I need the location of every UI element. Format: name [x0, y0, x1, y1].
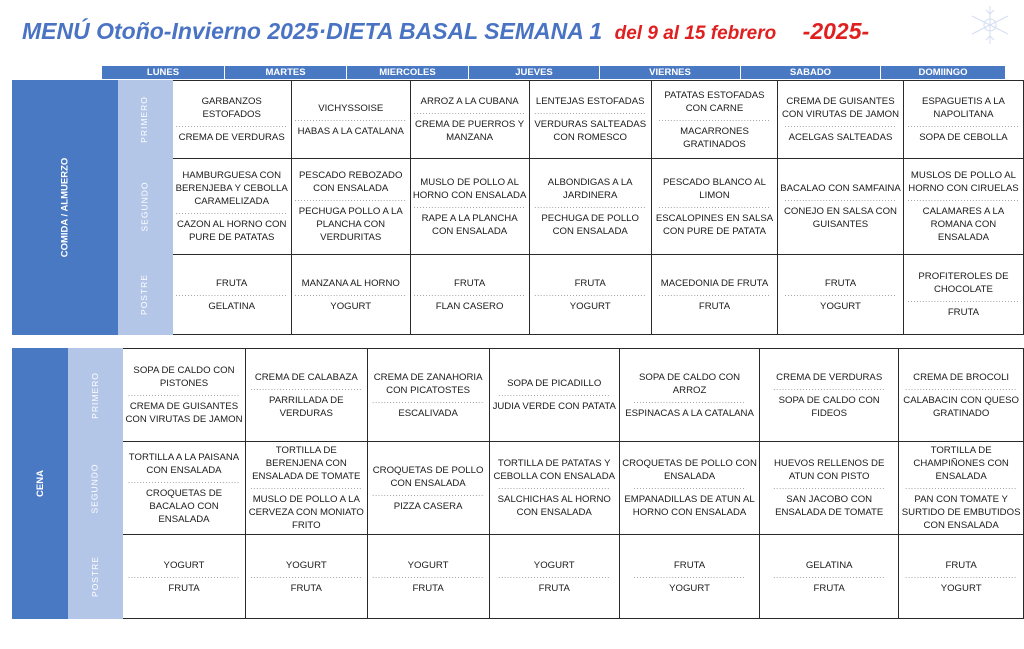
dinner-menu-table — [12, 348, 1024, 619]
dotted-separator: ...................................... — [658, 115, 771, 123]
dish-option-1: CROQUETAS DE POLLO CON ENSALADA — [372, 464, 484, 489]
dish-option-1: TORTILLA DE BERENJENA CON ENSALADA DE TOMATE — [252, 445, 361, 482]
dish-option-2: HABAS A LA CATALANA — [297, 125, 404, 137]
dotted-separator: ...................................... — [413, 202, 526, 210]
dish-option-2: SAN JACOBO CON ENSALADA DE TOMATE — [775, 494, 884, 518]
menu-cell — [410, 81, 529, 159]
menu-cell — [172, 81, 291, 159]
dotted-separator: ...................................... — [175, 122, 288, 129]
dish-option-1: YOGURT — [163, 559, 205, 571]
menu-cell — [778, 159, 904, 255]
course-row-segundo — [13, 159, 1024, 255]
dotted-separator: ...................................... — [294, 290, 407, 298]
dotted-separator: ...................................... — [905, 384, 1018, 392]
dotted-separator: ...................................... — [534, 290, 647, 298]
dotted-separator: ...................................... — [128, 572, 240, 580]
menu-cell — [903, 159, 1023, 255]
dish-option-1: LENTEJAS ESTOFADAS — [535, 96, 645, 107]
dish-option-2: CREMA DE GUISANTES CON VIRUTAS DE JAMON — [125, 401, 243, 425]
dotted-separator: ...................................... — [907, 196, 1020, 203]
menu-cell — [367, 442, 489, 535]
menu-cell — [899, 535, 1024, 619]
menu-cell — [291, 159, 410, 255]
dish-option-2: FRUTA — [947, 307, 980, 318]
dish-option-1: CROQUETAS DE POLLO CON ENSALADA — [622, 458, 757, 482]
dotted-separator: ...................................... — [784, 196, 897, 203]
day-header-sabado: SABADO — [741, 66, 881, 79]
dish-option-2: VERDURAS SALTEADAS CON ROMESCO — [534, 119, 647, 143]
meal-label-text: COMIDA / ALMUERZO — [59, 157, 71, 258]
dish-option-2: YOGURT — [820, 300, 861, 312]
dish-option-1: CREMA DE CALABAZA — [254, 371, 358, 383]
dotted-separator: ...................................... — [534, 202, 647, 210]
dish-option-1: GELATINA — [805, 559, 853, 571]
dish-option-2: PAN CON TOMATE Y SURTIDO DE EMBUTIDOS CON ENSALADA — [901, 494, 1021, 531]
menu-cell — [778, 255, 904, 335]
menu-cell — [291, 81, 410, 159]
menu-cell — [903, 81, 1023, 159]
dish-option-2: SALCHICHAS AL HORNO CON ENSALADA — [497, 494, 611, 518]
menu-cell — [529, 159, 651, 255]
dotted-separator: ...................................... — [498, 572, 611, 580]
dish-option-1: SOPA DE CALDO CON PISTONES — [133, 365, 235, 389]
menu-cell — [619, 349, 759, 442]
menu-cell — [367, 349, 489, 442]
menu-date-range: del 9 al 15 febrero — [614, 23, 777, 44]
dish-option-1: YOGURT — [533, 559, 575, 571]
dish-option-2: YOGURT — [669, 582, 710, 594]
menu-title — [22, 18, 869, 45]
dotted-separator: ...................................... — [175, 209, 288, 216]
dish-option-1: PATATAS ESTOFADAS CON CARNE — [664, 89, 765, 114]
course-label — [68, 349, 123, 442]
dish-option-2: CALABACIN CON QUESO GRATINADO — [903, 394, 1019, 419]
dish-option-2: PECHUGA POLLO A LA PLANCHA CON VERDURITAS — [298, 206, 403, 243]
menu-cell — [760, 349, 899, 442]
menu-cell — [123, 535, 246, 619]
dish-option-1: CREMA DE VERDURAS — [776, 371, 883, 383]
dish-option-1: GARBANZOS ESTOFADOS — [201, 96, 262, 120]
dotted-separator: ...................................... — [633, 484, 746, 491]
dish-option-1: TORTILLA DE PATATAS Y CEBOLLA CON ENSALADA — [493, 458, 616, 482]
menu-cell — [410, 159, 529, 255]
course-label-text: PRIMERO — [139, 96, 150, 143]
menu-cell — [651, 255, 777, 335]
dish-option-1: PESCADO BLANCO AL LIMON — [663, 176, 766, 201]
dish-option-1: MUSLO DE POLLO AL HORNO CON ENSALADA — [412, 176, 527, 201]
dish-option-1: ARROZ A LA CUBANA — [420, 96, 519, 107]
dish-option-2: MACARRONES GRATINADOS — [680, 125, 749, 150]
dotted-separator: ...................................... — [773, 384, 886, 392]
day-header-martes: MARTES — [225, 66, 347, 79]
day-header-domiingo: DOMIINGO — [881, 66, 1006, 79]
dish-option-1: YOGURT — [285, 559, 327, 571]
course-label — [68, 535, 123, 619]
course-label-text: SEGUNDO — [139, 181, 150, 232]
dish-option-1: TORTILLA DE CHAMPIÑONES CON ENSALADA — [913, 445, 1009, 482]
course-label-text: POSTRE — [139, 274, 150, 315]
menu-cell — [899, 349, 1024, 442]
dish-option-2: ESCALIVADA — [398, 407, 458, 419]
menu-cell — [291, 255, 410, 335]
day-header-viernes: VIERNES — [600, 66, 741, 79]
menu-cell — [529, 255, 651, 335]
dish-option-2: CALAMARES A LA ROMANA CON ENSALADA — [922, 206, 1005, 243]
meal-label — [13, 81, 118, 335]
dish-option-2: FRUTA — [813, 582, 845, 594]
dish-option-1: MANZANA AL HORNO — [301, 277, 400, 289]
course-row-postre — [13, 255, 1024, 335]
dotted-separator: ...................................... — [294, 115, 407, 123]
menu-cell — [778, 81, 904, 159]
dotted-separator: ...................................... — [413, 290, 526, 298]
menu-cell — [899, 442, 1024, 535]
menu-cell — [489, 535, 619, 619]
menu-year: -2025- — [802, 18, 870, 44]
dish-option-1: HAMBURGUESA CON BERENJEBA Y CEBOLLA CARAMELIZADA — [175, 170, 288, 207]
course-row-primero — [13, 349, 1024, 442]
dish-option-1: CREMA DE ZANAHORIA CON PICATOSTES — [373, 371, 483, 396]
dotted-separator: ...................................... — [128, 477, 240, 485]
dish-option-1: FRUTA — [824, 277, 857, 289]
menu-cell — [123, 442, 246, 535]
dotted-separator: ...................................... — [294, 196, 407, 203]
day-header-miercoles: MIERCOLES — [347, 66, 469, 79]
dish-option-2: PECHUGA DE POLLO CON ENSALADA — [541, 212, 639, 237]
dotted-separator: ...................................... — [128, 391, 240, 398]
dotted-separator: ...................................... — [372, 572, 485, 580]
course-label-text: SEGUNDO — [89, 463, 100, 513]
menu-cell — [529, 81, 651, 159]
dotted-separator: ...................................... — [534, 109, 647, 116]
dotted-separator: ...................................... — [907, 122, 1020, 129]
course-row-primero — [13, 81, 1024, 159]
dish-option-1: FRUTA — [574, 277, 606, 289]
dotted-separator: ...................................... — [498, 391, 611, 398]
course-label — [117, 159, 172, 255]
dotted-separator: ...................................... — [250, 572, 363, 580]
dotted-separator: ...................................... — [413, 109, 526, 116]
dish-option-1: CREMA DE GUISANTES CON VIRUTAS DE JAMON — [781, 96, 900, 120]
dotted-separator: ...................................... — [372, 397, 485, 405]
dish-option-2: RAPE A LA PLANCHA CON ENSALADA — [421, 212, 518, 237]
dish-option-2: EMPANADILLAS DE ATUN AL HORNO CON ENSALADA — [624, 494, 755, 518]
menu-cell — [172, 159, 291, 255]
menu-cell — [619, 535, 759, 619]
menu-cell — [619, 442, 759, 535]
dotted-separator: ...................................... — [773, 572, 886, 580]
dish-option-1: ALBONDIGAS A LA JARDINERA — [547, 176, 633, 201]
dish-option-2: FRUTA — [290, 582, 322, 594]
dish-option-2: CONEJO EN SALSA CON GUISANTES — [783, 206, 897, 230]
dotted-separator: ...................................... — [498, 484, 611, 491]
dish-option-1: FRUTA — [673, 559, 706, 571]
dish-option-2: GELATINA — [208, 300, 256, 312]
dish-option-1: FRUTA — [216, 277, 248, 289]
dish-option-1: YOGURT — [407, 559, 449, 571]
dish-option-2: YOGURT — [569, 300, 611, 312]
dish-option-2: SOPA DE CALDO CON FIDEOS — [778, 394, 880, 419]
course-label-text: POSTRE — [89, 556, 100, 597]
dish-option-1: HUEVOS RELLENOS DE ATUN CON PISTO — [774, 458, 885, 482]
dotted-separator: ...................................... — [905, 572, 1018, 580]
dotted-separator: ...................................... — [905, 484, 1018, 491]
course-label-text: PRIMERO — [89, 371, 100, 419]
dish-option-2: PIZZA CASERA — [393, 500, 463, 512]
dotted-separator: ...................................... — [784, 290, 897, 298]
dotted-separator: ...................................... — [907, 297, 1020, 304]
dish-option-2: ESPINACAS A LA CATALANA — [625, 407, 754, 419]
meal-label — [13, 349, 68, 619]
menu-cell — [410, 255, 529, 335]
menu-cell — [245, 349, 367, 442]
dish-option-2: YOGURT — [330, 300, 372, 312]
dotted-separator: ...................................... — [633, 572, 746, 580]
dish-option-2: FLAN CASERO — [435, 300, 504, 312]
menu-cell — [245, 442, 367, 535]
menu-cell — [367, 535, 489, 619]
menu-title-main: MENÚ Otoño-Invierno 2025·DIETA BASAL SEMANA 1 — [22, 18, 603, 44]
menu-cell — [123, 349, 246, 442]
meal-label-text: CENA — [34, 470, 46, 497]
dish-option-1: PROFITEROLES DE CHOCOLATE — [918, 271, 1009, 295]
dish-option-1: MUSLOS DE POLLO AL HORNO CON CIRUELAS — [908, 170, 1019, 194]
dish-option-2: CAZON AL HORNO CON PURE DE PATATAS — [176, 219, 287, 243]
dish-option-2: PARRILLADA DE VERDURAS — [269, 394, 344, 419]
dish-option-1: FRUTA — [453, 277, 486, 289]
dish-option-2: CREMA DE VERDURAS — [178, 132, 285, 143]
dish-option-2: ESCALOPINES EN SALSA CON PURE DE PATATA — [655, 212, 774, 237]
course-label — [117, 255, 172, 335]
dish-option-2: YOGURT — [940, 582, 982, 594]
menu-cell — [760, 535, 899, 619]
snowflake-decoration-icon — [960, 2, 1020, 48]
dotted-separator: ...................................... — [250, 484, 363, 491]
dotted-separator: ...................................... — [372, 490, 485, 498]
course-row-postre — [13, 535, 1024, 619]
menu-cell — [172, 255, 291, 335]
dish-option-1: SOPA DE PICADILLO — [507, 378, 602, 389]
menu-cell — [489, 442, 619, 535]
course-label — [117, 81, 172, 159]
dish-option-2: FRUTA — [538, 582, 570, 594]
day-header-lunes: LUNES — [102, 66, 225, 79]
dish-option-1: SOPA DE CALDO CON ARROZ — [638, 371, 741, 396]
dotted-separator: ...................................... — [175, 290, 288, 298]
menu-cell — [760, 442, 899, 535]
dish-option-1: MACEDONIA DE FRUTA — [660, 277, 769, 289]
menu-cell — [651, 81, 777, 159]
dotted-separator: ...................................... — [658, 202, 771, 210]
dotted-separator: ...................................... — [784, 122, 897, 129]
menu-cell — [245, 535, 367, 619]
day-header-jueves: JUEVES — [469, 66, 600, 79]
dish-option-2: FRUTA — [168, 582, 200, 594]
dotted-separator: ...................................... — [773, 484, 886, 491]
dish-option-1: BACALAO CON SAMFAINA — [780, 183, 901, 194]
dish-option-2: JUDIA VERDE CON PATATA — [492, 401, 616, 412]
dotted-separator: ...................................... — [250, 384, 363, 392]
menu-cell — [651, 159, 777, 255]
menu-cell — [903, 255, 1023, 335]
dish-option-2: CREMA DE PUERROS Y MANZANA — [415, 119, 525, 143]
dish-option-2: FRUTA — [412, 582, 444, 594]
dish-option-2: ACELGAS SALTEADAS — [788, 132, 893, 143]
dish-option-1: TORTILLA A LA PAISANA CON ENSALADA — [128, 451, 240, 476]
dish-option-2: FRUTA — [698, 300, 731, 312]
dish-option-1: PESCADO REBOZADO CON ENSALADA — [299, 170, 403, 194]
dish-option-1: VICHYSSOISE — [318, 102, 384, 114]
dish-option-1: ESPAGUETIS A LA NAPOLITANA — [921, 96, 1005, 120]
menu-cell — [489, 349, 619, 442]
day-header-row — [102, 66, 1006, 79]
course-label — [68, 442, 123, 535]
lunch-menu-table — [12, 80, 1024, 335]
dotted-separator: ...................................... — [633, 397, 746, 405]
dish-option-2: MUSLO DE POLLO A LA CERVEZA CON MONIATO FRITO — [248, 494, 364, 531]
dish-option-1: FRUTA — [945, 559, 977, 571]
dish-option-2: CROQUETAS DE BACALAO CON ENSALADA — [145, 487, 223, 525]
dish-option-1: CREMA DE BROCOLI — [913, 371, 1010, 383]
course-row-segundo — [13, 442, 1024, 535]
dish-option-2: SOPA DE CEBOLLA — [919, 132, 1008, 143]
dotted-separator: ...................................... — [658, 290, 771, 298]
